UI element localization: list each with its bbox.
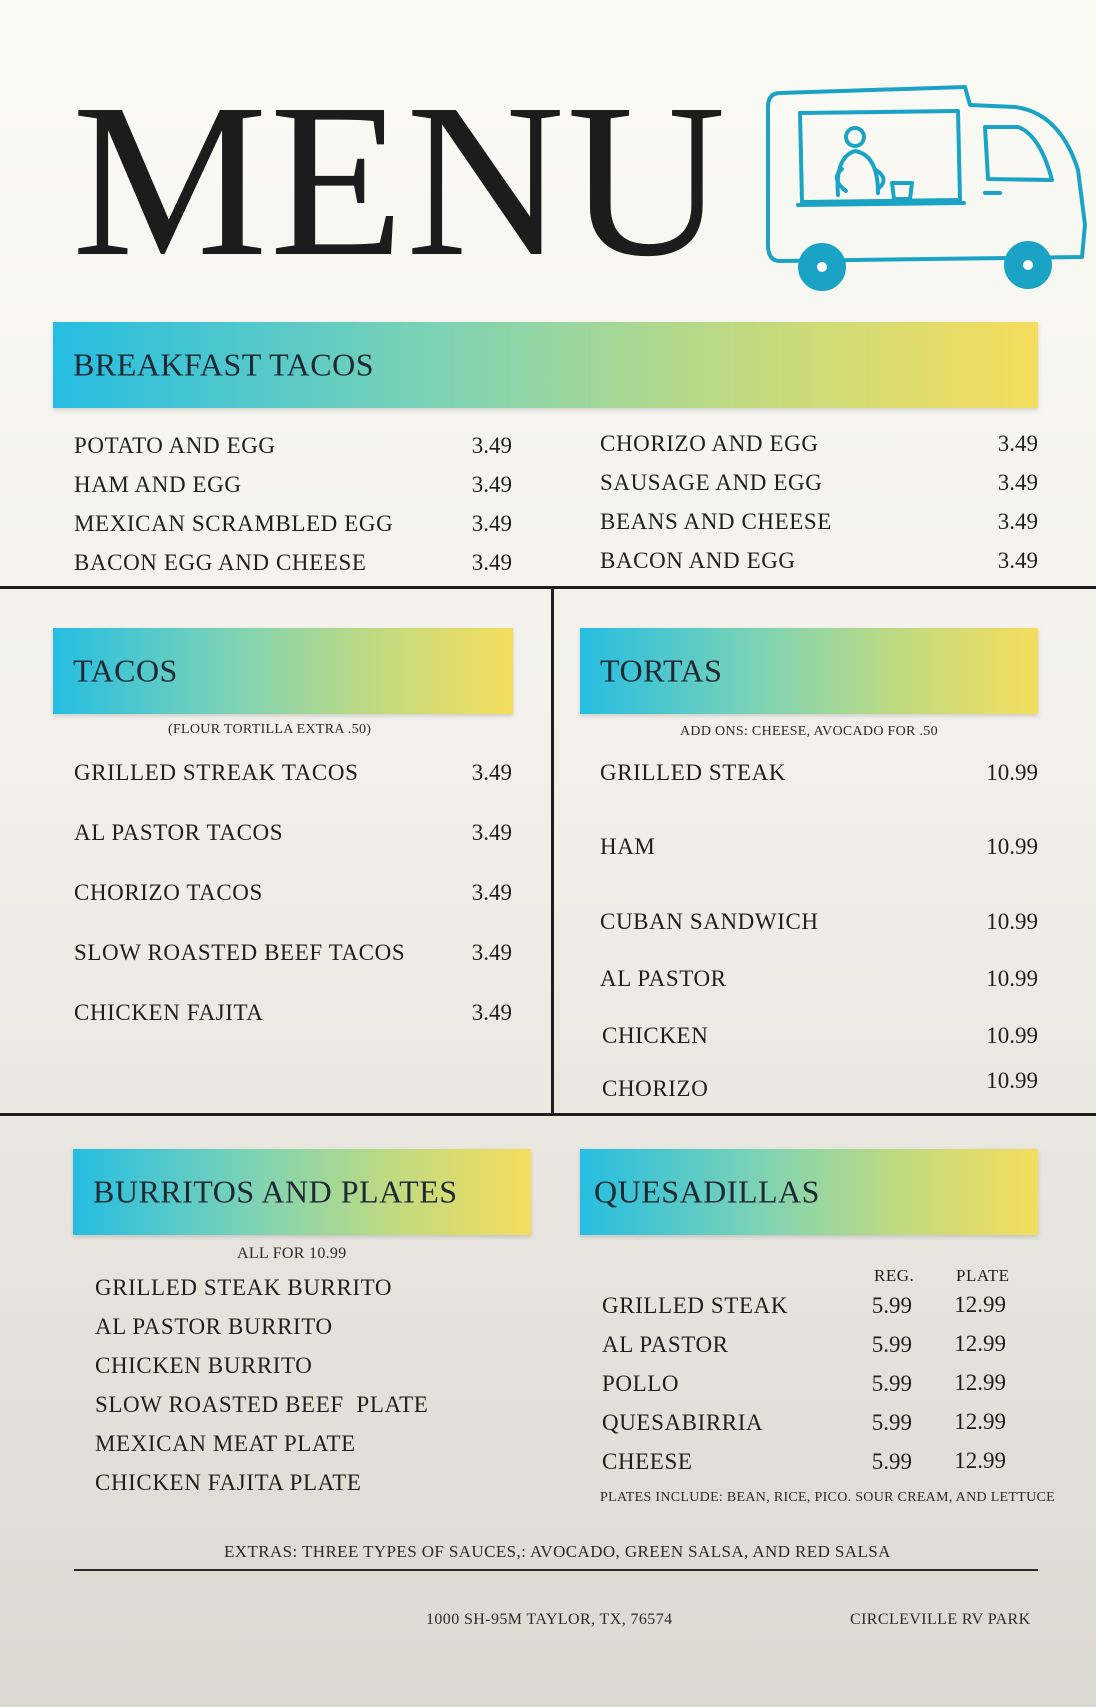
- burritos-title: BURRITOS AND PLATES: [93, 1173, 458, 1210]
- menu-item-price: 10.99: [986, 834, 1038, 859]
- menu-item-name: AL PASTOR: [602, 1332, 729, 1357]
- menu-item-price-plate: 12.99: [954, 1331, 1006, 1356]
- menu-item-price: 10.99: [986, 1023, 1038, 1048]
- menu-item-price: 3.49: [471, 1000, 512, 1025]
- menu-item-price: 3.49: [997, 509, 1038, 534]
- footer-location: CIRCLEVILLE RV PARK: [850, 1611, 1031, 1628]
- menu-item-price-reg: 5.99: [871, 1449, 912, 1474]
- quesadillas-col-reg: REG.: [874, 1266, 915, 1285]
- menu-item-price: 3.49: [997, 470, 1038, 495]
- menu-item-price-reg: 5.99: [871, 1293, 912, 1318]
- quesadillas-banner: [580, 1149, 1038, 1235]
- footer-divider: [74, 1569, 1038, 1571]
- menu-item-name: MEXICAN SCRAMBLED EGG: [74, 511, 394, 536]
- menu-item-name: SLOW ROASTED BEEF PLATE: [95, 1392, 429, 1417]
- tortas-title: TORTAS: [600, 652, 723, 689]
- menu-item-price: 3.49: [471, 760, 512, 785]
- menu-item-name: BACON AND EGG: [600, 548, 796, 573]
- quesadillas-col-plate: PLATE: [956, 1266, 1010, 1285]
- tacos-title: TACOS: [73, 652, 178, 689]
- menu-item-name: GRILLED STREAK TACOS: [74, 760, 359, 785]
- tortas-banner: [580, 628, 1038, 714]
- column-divider: [551, 586, 554, 1116]
- tacos-banner: [53, 628, 513, 714]
- menu-item-name: MEXICAN MEAT PLATE: [95, 1431, 356, 1456]
- menu-item-name: QUESABIRRIA: [602, 1410, 764, 1435]
- menu-item-name: GRILLED STEAK: [602, 1293, 789, 1318]
- menu-item-name: POTATO AND EGG: [74, 433, 276, 458]
- menu-item-name: SAUSAGE AND EGG: [600, 470, 823, 495]
- extras-note: EXTRAS: THREE TYPES OF SAUCES,: AVOCADO, GREEN SALSA, AND RED SALSA: [224, 1542, 891, 1561]
- quesadillas-title: QUESADILLAS: [594, 1173, 820, 1210]
- menu-item-price: 3.49: [471, 472, 512, 497]
- menu-item-price-reg: 5.99: [871, 1332, 912, 1357]
- menu-item-price-plate: 12.99: [954, 1370, 1006, 1395]
- tacos-note: (FLOUR TORTILLA EXTRA .50): [168, 722, 372, 737]
- menu-item-price: 10.99: [986, 909, 1038, 934]
- food-truck-icon: [760, 75, 1090, 300]
- menu-item-name: GRILLED STEAK: [600, 760, 787, 785]
- quesadillas-note: PLATES INCLUDE: BEAN, RICE, PICO. SOUR CREAM, AND LETTUCE: [600, 1490, 1056, 1505]
- menu-item-price-plate: 12.99: [954, 1409, 1006, 1434]
- section-divider: [0, 1113, 1096, 1116]
- menu-item-price-plate: 12.99: [954, 1448, 1006, 1473]
- menu-item-price: 3.49: [997, 431, 1038, 456]
- menu-item-name: CHICKEN: [602, 1023, 709, 1048]
- menu-item-name: HAM AND EGG: [74, 472, 242, 497]
- menu-item-name: AL PASTOR BURRITO: [95, 1314, 333, 1339]
- menu-item-price: 3.49: [471, 511, 512, 536]
- menu-item-name: AL PASTOR: [600, 966, 727, 991]
- menu-item-name: CHORIZO AND EGG: [600, 431, 819, 456]
- menu-item-price-reg: 5.99: [871, 1371, 912, 1396]
- menu-item-name: CHICKEN FAJITA: [74, 1000, 264, 1025]
- menu-item-name: CUBAN SANDWICH: [600, 909, 819, 934]
- menu-item-name: POLLO: [602, 1371, 680, 1396]
- menu-item-name: CHICKEN FAJITA PLATE: [95, 1470, 362, 1495]
- menu-item-name: CHORIZO: [602, 1076, 709, 1101]
- menu-item-name: BEANS AND CHEESE: [600, 509, 832, 534]
- tortas-note: ADD ONS: CHEESE, AVOCADO FOR .50: [680, 724, 938, 739]
- menu-item-price: 10.99: [986, 966, 1038, 991]
- menu-item-name: CHEESE: [602, 1449, 693, 1474]
- breakfast-tacos-banner: [53, 322, 1038, 408]
- menu-item-name: BACON EGG AND CHEESE: [74, 550, 367, 575]
- menu-item-price: 3.49: [471, 550, 512, 575]
- menu-item-price-plate: 12.99: [954, 1292, 1006, 1317]
- menu-item-name: SLOW ROASTED BEEF TACOS: [74, 940, 406, 965]
- menu-item-name: HAM: [600, 834, 656, 859]
- menu-item-price: 3.49: [997, 548, 1038, 573]
- menu-item-price-reg: 5.99: [871, 1410, 912, 1435]
- menu-item-name: GRILLED STEAK BURRITO: [95, 1275, 393, 1300]
- burritos-banner: [73, 1149, 531, 1235]
- menu-item-name: AL PASTOR TACOS: [74, 820, 284, 845]
- menu-item-name: CHORIZO TACOS: [74, 880, 263, 905]
- menu-item-price: 3.49: [471, 820, 512, 845]
- menu-item-price: 10.99: [986, 1068, 1038, 1093]
- menu-item-name: CHICKEN BURRITO: [95, 1353, 313, 1378]
- menu-item-price: 3.49: [471, 880, 512, 905]
- section-divider: [0, 586, 1096, 589]
- menu-item-price: 10.99: [986, 760, 1038, 785]
- menu-item-price: 3.49: [471, 940, 512, 965]
- breakfast-tacos-title: BREAKFAST TACOS: [73, 346, 375, 383]
- footer-address: 1000 SH-95M TAYLOR, TX, 76574: [426, 1611, 673, 1628]
- menu-item-price: 3.49: [471, 433, 512, 458]
- burritos-note: ALL FOR 10.99: [237, 1245, 347, 1262]
- page-title: MENU: [72, 58, 728, 302]
